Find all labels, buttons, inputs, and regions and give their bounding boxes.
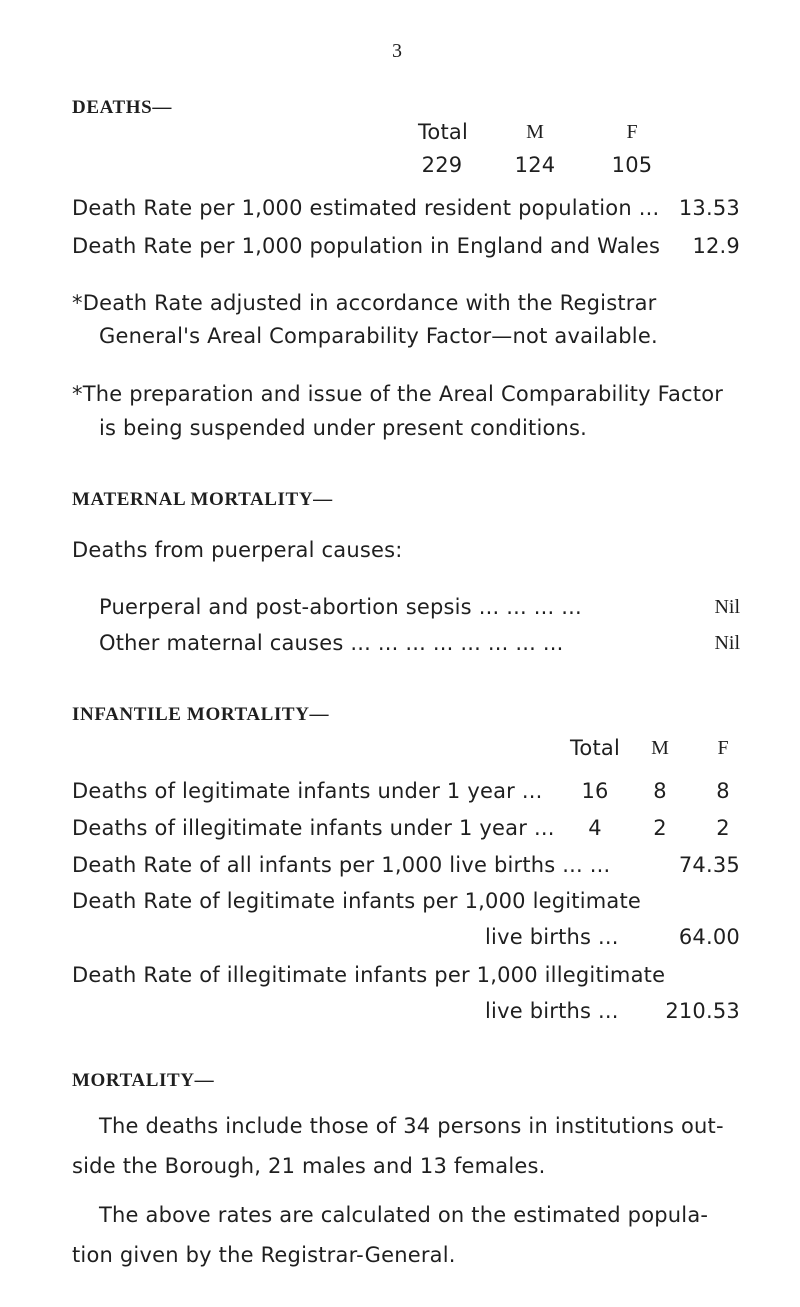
infantile-row-f: 2: [716, 816, 730, 840]
infantile-row-label: Deaths of legitimate infants under 1 year ...: [72, 779, 543, 803]
deaths-f-value: 105: [611, 153, 653, 177]
death-rate-resident-value: 13.53: [678, 196, 740, 220]
maternal-row-label: Puerperal and post-abortion sepsis ... ... ... ...: [99, 595, 582, 619]
deaths-total-header: Total: [417, 120, 469, 144]
infantile-f-header: F: [717, 737, 729, 759]
infant-rate-illegitimate-line2: live births ...: [485, 999, 619, 1023]
infant-rate-all-label: Death Rate of all infants per 1,000 live births ... ...: [72, 853, 611, 877]
footnote-line1: *The preparation and issue of the Areal Comparability Factor: [72, 382, 724, 406]
maternal-intro: Deaths from puerperal causes:: [72, 538, 403, 562]
infantile-total-header: Total: [569, 736, 621, 760]
infant-rate-illegitimate-value: 210.53: [665, 999, 740, 1023]
infantile-m-header: M: [651, 737, 669, 759]
death-rate-england-wales-value: 12.9: [692, 234, 740, 258]
death-rate-england-wales-label: Death Rate per 1,000 population in England and Wales: [72, 234, 661, 258]
infant-rate-legitimate-line2: live births ...: [485, 925, 619, 949]
mortality-heading: MORTALITY—: [72, 1070, 215, 1091]
deaths-m-header: M: [526, 121, 544, 143]
infant-rate-all-value: 74.35: [678, 853, 740, 877]
deaths-m-value: 124: [514, 153, 556, 177]
infant-rate-legitimate-line1: Death Rate of legitimate infants per 1,000 legitimate: [72, 889, 642, 913]
mortality-paragraph-institutions: The deaths include those of 34 persons in institutions out-side the Borough, 21 males and 13 females.: [72, 1114, 724, 1178]
infant-rate-illegitimate-line1: Death Rate of illegitimate infants per 1,000 illegitimate: [72, 963, 666, 987]
deaths-total-value: 229: [421, 153, 463, 177]
infant-rate-legitimate-value: 64.00: [678, 925, 740, 949]
page-number: 3: [392, 40, 402, 62]
deaths-heading: DEATHS—: [72, 97, 172, 118]
maternal-row-label: Other maternal causes ... ... ... ... ... ... ... ...: [99, 631, 564, 655]
maternal-heading: MATERNAL MORTALITY—: [72, 489, 333, 510]
infantile-row-total: 4: [588, 816, 602, 840]
maternal-row-value: Nil: [714, 632, 740, 654]
infantile-row-total: 16: [581, 779, 609, 803]
adjusted-rate-line1: *Death Rate adjusted in accordance with the Registrar: [72, 291, 657, 315]
infantile-row-label: Deaths of illegitimate infants under 1 year ...: [72, 816, 555, 840]
death-rate-resident-label: Death Rate per 1,000 estimated resident population ...: [72, 196, 660, 220]
infantile-row-f: 8: [716, 779, 730, 803]
infantile-row-m: 8: [653, 779, 667, 803]
mortality-paragraph-estimates: The above rates are calculated on the estimated popula-tion given by the Registrar-General.: [72, 1203, 709, 1267]
deaths-f-header: F: [626, 121, 638, 143]
adjusted-rate-line2: General's Areal Comparability Factor—not available.: [99, 324, 658, 348]
footnote-line2: is being suspended under present conditions.: [99, 416, 588, 440]
infantile-row-m: 2: [653, 816, 667, 840]
infantile-heading: INFANTILE MORTALITY—: [72, 704, 330, 725]
maternal-row-value: Nil: [714, 596, 740, 618]
